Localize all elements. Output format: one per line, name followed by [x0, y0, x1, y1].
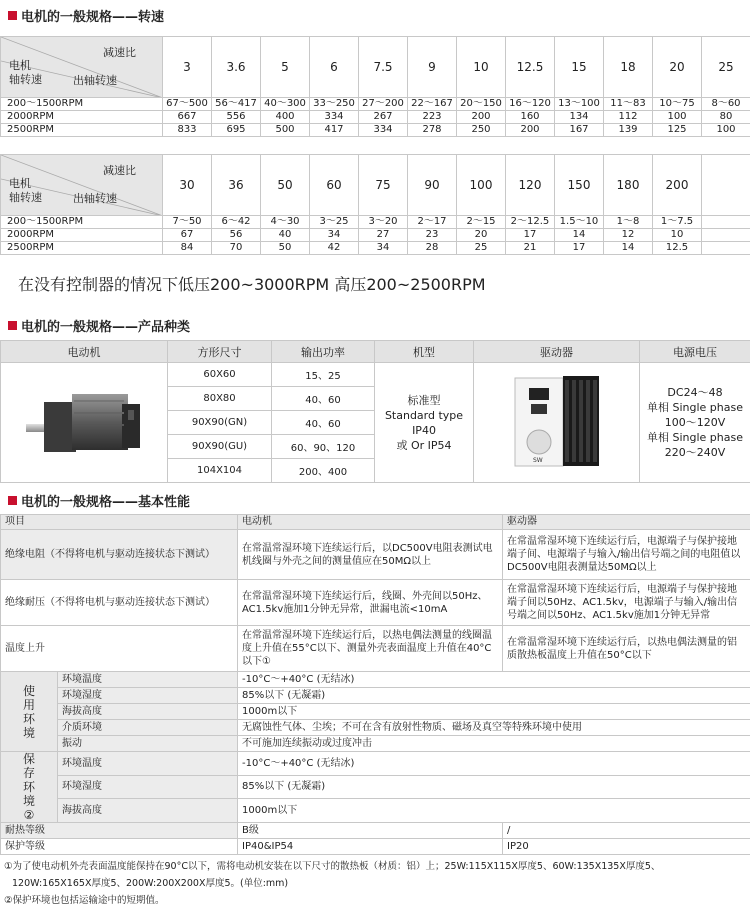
table-row: [1, 242, 750, 255]
speed-cell: 2～12.5: [506, 216, 555, 229]
speed-cell: 17: [555, 242, 604, 255]
ratio-cell: [702, 155, 750, 216]
speed-section-title: 电机的一般规格——转速: [8, 6, 164, 25]
ratio-cell: 25: [702, 37, 750, 98]
driver-temperature-rise: 在常温常湿环境下连续运行后，以热电偶法测量的铝质散热板温度上升值在50°C以下: [503, 626, 750, 672]
output-shaft-label: 出轴转速: [73, 74, 117, 87]
driver-heat-class: /: [503, 823, 750, 839]
ratio-cell: 10: [457, 37, 506, 98]
speed-cell: 33～250: [310, 98, 359, 111]
usage-value: 不可施加连续振动或过度冲击: [238, 736, 750, 752]
usage-value: 1000m以下: [238, 704, 750, 720]
ratio-cell: 15: [555, 37, 604, 98]
ratio-cell: 50: [261, 155, 310, 216]
motor-protection: IP40&IP54: [238, 839, 503, 855]
table-row: [1, 111, 750, 124]
usage-value: 85%以下 (无凝霜): [238, 688, 750, 704]
speed-cell: 27: [359, 229, 408, 242]
usage-value: -10°C～+40°C (无结冰): [238, 672, 750, 688]
speed-cell: 167: [555, 124, 604, 137]
ratio-cell: 75: [359, 155, 408, 216]
table-row: [1, 98, 750, 111]
speed-cell: 67～500: [163, 98, 212, 111]
size-cell: 90X90(GU): [168, 435, 272, 459]
speed-cell: 334: [310, 111, 359, 124]
footnote-1: ①为了使电动机外壳表面温度能保持在90°C以下，需将电动机安装在以下尺寸的散热板（材质：铝）上；25W:115X115X厚度5、60W:135X135X厚度5、: [4, 861, 661, 872]
usage-value: 无腐蚀性气体、尘埃；不可在含有放射性物质、磁场及真空等特殊环境中使用: [238, 720, 750, 736]
ratio-cell: 6: [310, 37, 359, 98]
output-shaft-label: 出轴转速: [73, 192, 117, 205]
ratio-cell: 36: [212, 155, 261, 216]
product-table: [0, 340, 750, 483]
header-item: 项目: [1, 515, 238, 530]
ratio-cell: 5: [261, 37, 310, 98]
ratio-cell: 150: [555, 155, 604, 216]
speed-table-1: [0, 36, 750, 137]
speed-cell: 8～60: [702, 98, 750, 111]
speed-cell: 833: [163, 124, 212, 137]
perf-section-title: 电机的一般规格——基本性能: [8, 491, 190, 510]
storage-item: 海拔高度: [58, 799, 238, 823]
speed-cell: 20: [457, 229, 506, 242]
row-label: 2000RPM: [1, 229, 163, 242]
speed-cell: 12.5: [653, 242, 702, 255]
motor-shaft-label: 电机 轴转速: [9, 59, 42, 86]
usage-env-group: 使用环境: [1, 672, 58, 752]
motor-shaft-label: 电机 轴转速: [9, 177, 42, 204]
ratio-cell: 90: [408, 155, 457, 216]
driver-insulation-resistance: 在常温常湿环境下连续运行后，电源端子与保护接地端子间、电源端子与输入/输出信号端之间的电阻值以DC500V电阻表测量达50MΩ以上: [503, 530, 750, 580]
usage-item: 环境温度: [58, 672, 238, 688]
ratio-cell: 18: [604, 37, 653, 98]
table-row: [1, 229, 750, 242]
usage-item: 振动: [58, 736, 238, 752]
speed-cell: 40～300: [261, 98, 310, 111]
speed-cell: 100: [653, 111, 702, 124]
ratio-cell: 3: [163, 37, 212, 98]
voltage-cell: DC24～48 单相 Single phase 100～120V 单相 Single phase 220～240V: [640, 363, 750, 483]
motor-temperature-rise: 在常温常湿环境下连续运行后，以热电偶法测量的线圈温度上升值在55°C以下、测量外壳表面温度上升值在40°C以下①: [238, 626, 503, 672]
speed-cell: 3～20: [359, 216, 408, 229]
speed-cell: 3～25: [310, 216, 359, 229]
power-cell: 200、400: [272, 459, 375, 483]
ratio-cell: 180: [604, 155, 653, 216]
usage-item: 介质环境: [58, 720, 238, 736]
speed-cell: 200: [457, 111, 506, 124]
speed-cell: 10: [653, 229, 702, 242]
red-square-icon: [8, 321, 17, 330]
size-cell: 90X90(GN): [168, 411, 272, 435]
speed-cell: 500: [261, 124, 310, 137]
row-label: 2500RPM: [1, 124, 163, 137]
header-driver: 驱动器: [503, 515, 750, 530]
ratio-label: 减速比: [103, 46, 136, 59]
motor-icon: [24, 380, 144, 462]
row-label: 2500RPM: [1, 242, 163, 255]
speed-cell: 25: [457, 242, 506, 255]
speed-cell: 125: [653, 124, 702, 137]
header-voltage: 电源电压: [640, 341, 750, 363]
ratio-header-diagonal: [1, 37, 163, 98]
driver-brand-text: SW: [532, 457, 543, 464]
speed-cell: 50: [261, 242, 310, 255]
ratio-cell: 200: [653, 155, 702, 216]
speed-cell: 14: [604, 242, 653, 255]
row-label: 200～1500RPM: [1, 216, 163, 229]
speed-cell: 11～83: [604, 98, 653, 111]
speed-cell: 1～8: [604, 216, 653, 229]
speed-cell: 2～15: [457, 216, 506, 229]
speed-cell: [702, 216, 750, 229]
ratio-cell: 20: [653, 37, 702, 98]
header-motor: 电动机: [1, 341, 168, 363]
ratio-cell: 3.6: [212, 37, 261, 98]
speed-cell: 278: [408, 124, 457, 137]
storage-value: -10°C～+40°C (无结冰): [238, 752, 750, 776]
header-driver: 驱动器: [474, 341, 640, 363]
speed-cell: 14: [555, 229, 604, 242]
controller-note: 在没有控制器的情况下低压200~3000RPM 高压200~2500RPM: [18, 275, 486, 294]
speed-cell: 139: [604, 124, 653, 137]
speed-cell: 556: [212, 111, 261, 124]
speed-cell: 200: [506, 124, 555, 137]
red-square-icon: [8, 11, 17, 20]
speed-cell: 67: [163, 229, 212, 242]
size-cell: 104X104: [168, 459, 272, 483]
speed-cell: 80: [702, 111, 750, 124]
driver-image-cell: [474, 363, 640, 483]
speed-cell: 10～75: [653, 98, 702, 111]
speed-cell: 34: [310, 229, 359, 242]
motor-image-cell: [1, 363, 168, 483]
footnotes: [4, 858, 660, 909]
ratio-cell: 120: [506, 155, 555, 216]
item-dielectric-strength: 绝缘耐压（不得将电机与驱动连接状态下测试）: [1, 580, 238, 626]
speed-cell: 6～42: [212, 216, 261, 229]
table-row: [1, 124, 750, 137]
item-protection: 保护等级: [1, 839, 238, 855]
row-label: 200～1500RPM: [1, 98, 163, 111]
speed-cell: 223: [408, 111, 457, 124]
speed-cell: 21: [506, 242, 555, 255]
speed-cell: 56: [212, 229, 261, 242]
speed-cell: 7～50: [163, 216, 212, 229]
speed-cell: 417: [310, 124, 359, 137]
speed-cell: 34: [359, 242, 408, 255]
speed-cell: 112: [604, 111, 653, 124]
speed-cell: 400: [261, 111, 310, 124]
speed-cell: 2～17: [408, 216, 457, 229]
usage-item: 海拔高度: [58, 704, 238, 720]
storage-env-group: 保存环境②: [1, 752, 58, 823]
storage-value: 85%以下 (无凝霜): [238, 775, 750, 799]
speed-cell: [702, 229, 750, 242]
ratio-header-diagonal: [1, 155, 163, 216]
speed-cell: [702, 242, 750, 255]
ratio-cell: 100: [457, 155, 506, 216]
speed-cell: 17: [506, 229, 555, 242]
speed-cell: 27～200: [359, 98, 408, 111]
storage-value: 1000m以下: [238, 799, 750, 823]
ratio-label: 减速比: [103, 164, 136, 177]
header-size: 方形尺寸: [168, 341, 272, 363]
header-motor: 电动机: [238, 515, 503, 530]
speed-table-2: [0, 154, 750, 255]
speed-cell: 12: [604, 229, 653, 242]
driver-dielectric-strength: 在常温常湿环境下连续运行后，电源端子与保护接地端子间以50Hz、AC1.5kv，电源端子与输入/输出信号端之间以50Hz、AC1.5kv施加1分钟无异常: [503, 580, 750, 626]
speed-cell: 1.5～10: [555, 216, 604, 229]
red-square-icon: [8, 496, 17, 505]
ratio-cell: 60: [310, 155, 359, 216]
size-cell: 60X60: [168, 363, 272, 387]
footnote-1-cont: 120W:165X165X厚度5、200W:200X200X厚度5。(单位:mm): [12, 878, 289, 889]
motor-insulation-resistance: 在常温常湿环境下连续运行后，以DC500V电阻表测试电机线圈与外壳之间的测量值应在50MΩ以上: [238, 530, 503, 580]
product-section-title: 电机的一般规格——产品种类: [8, 316, 190, 335]
header-model: 机型: [375, 341, 474, 363]
speed-cell: 84: [163, 242, 212, 255]
driver-protection: IP20: [503, 839, 750, 855]
driver-icon: [507, 366, 607, 476]
speed-cell: 334: [359, 124, 408, 137]
item-insulation-resistance: 绝缘电阻（不得将电机与驱动连接状态下测试）: [1, 530, 238, 580]
speed-cell: 695: [212, 124, 261, 137]
row-label: 2000RPM: [1, 111, 163, 124]
speed-cell: 667: [163, 111, 212, 124]
speed-cell: 40: [261, 229, 310, 242]
storage-item: 环境温度: [58, 752, 238, 776]
speed-cell: 1～7.5: [653, 216, 702, 229]
speed-cell: 267: [359, 111, 408, 124]
item-heat-class: 耐热等级: [1, 823, 238, 839]
ratio-cell: 12.5: [506, 37, 555, 98]
power-cell: 60、90、120: [272, 435, 375, 459]
speed-cell: 56～417: [212, 98, 261, 111]
speed-cell: 160: [506, 111, 555, 124]
power-cell: 40、60: [272, 411, 375, 435]
usage-item: 环境湿度: [58, 688, 238, 704]
motor-dielectric-strength: 在常温常湿环境下连续运行后，线圈、外壳间以50Hz、AC1.5kv施加1分钟无异常，泄漏电流<10mA: [238, 580, 503, 626]
ratio-cell: 30: [163, 155, 212, 216]
speed-cell: 16～120: [506, 98, 555, 111]
motor-heat-class: B级: [238, 823, 503, 839]
ratio-cell: 9: [408, 37, 457, 98]
speed-cell: 250: [457, 124, 506, 137]
speed-cell: 13～100: [555, 98, 604, 111]
table-row: [1, 216, 750, 229]
item-temperature-rise: 温度上升: [1, 626, 238, 672]
power-cell: 40、60: [272, 387, 375, 411]
speed-cell: 134: [555, 111, 604, 124]
speed-cell: 22～167: [408, 98, 457, 111]
performance-table: [0, 514, 750, 855]
footnote-2: ②保护环境也包括运输途中的短期值。: [4, 895, 165, 906]
speed-cell: 20～150: [457, 98, 506, 111]
model-cell: 标准型 Standard type IP40 或 Or IP54: [375, 363, 474, 483]
size-cell: 80X80: [168, 387, 272, 411]
speed-cell: 100: [702, 124, 750, 137]
speed-cell: 42: [310, 242, 359, 255]
power-cell: 15、25: [272, 363, 375, 387]
speed-cell: 23: [408, 229, 457, 242]
speed-cell: 70: [212, 242, 261, 255]
speed-cell: 28: [408, 242, 457, 255]
ratio-cell: 7.5: [359, 37, 408, 98]
speed-cell: 4～30: [261, 216, 310, 229]
header-power: 输出功率: [272, 341, 375, 363]
storage-item: 环境湿度: [58, 775, 238, 799]
